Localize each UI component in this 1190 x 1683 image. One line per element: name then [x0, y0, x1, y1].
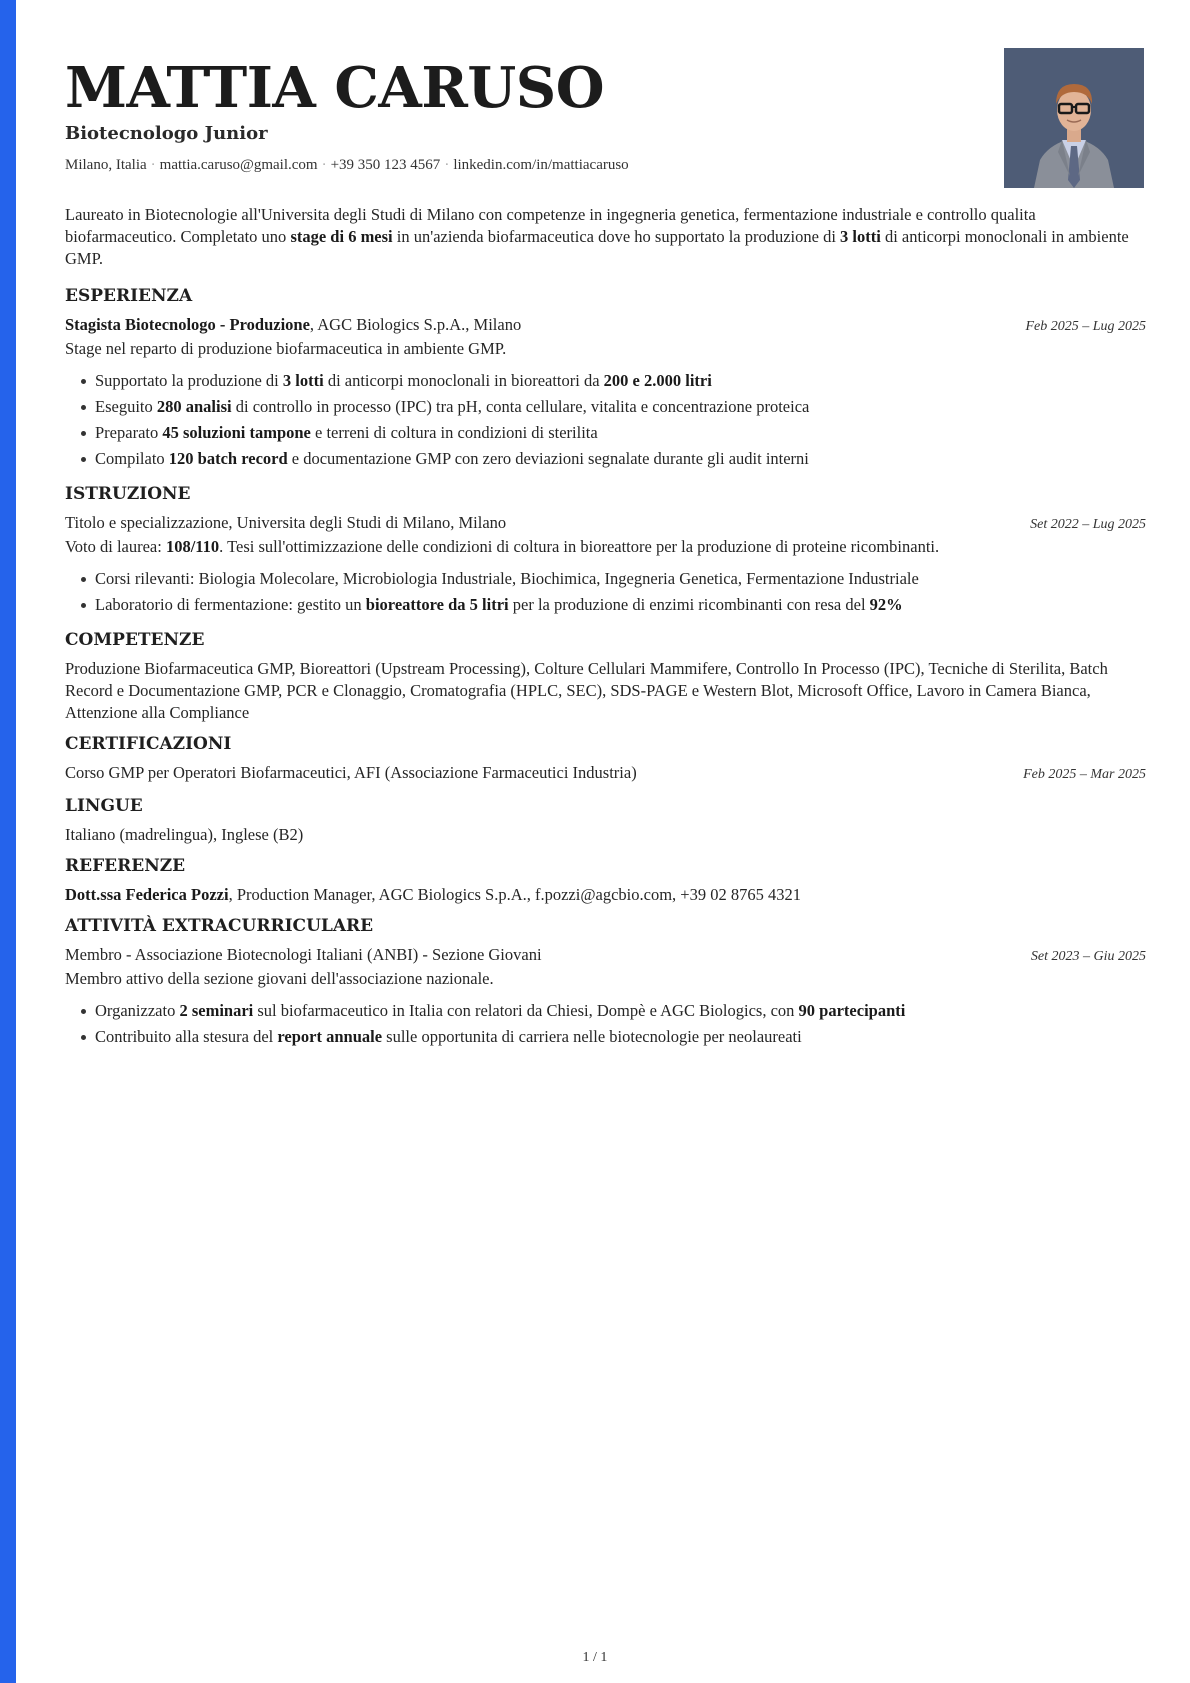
reference-name: Dott.ssa Federica Pozzi	[65, 885, 229, 904]
experience-entry-header	[65, 314, 1146, 338]
section-heading-certifications: CERTIFICAZIONI	[65, 734, 232, 754]
accent-bar	[0, 0, 16, 1683]
education-date: Set 2022 – Lug 2025	[1030, 517, 1146, 532]
section-heading-experience: ESPERIENZA	[65, 286, 193, 306]
list-item: Laboratorio di fermentazione: gestito un bioreattore da 5 litri per la produzione di enzimi ricombinanti con resa del 92%	[81, 592, 1146, 618]
list-item: Corsi rilevanti: Biologia Molecolare, Microbiologia Industriale, Biochimica, Ingegneria Genetica, Fermentazione Industriale	[81, 566, 1146, 592]
extracurricular-section	[65, 914, 1146, 1050]
skills-section	[65, 628, 1146, 724]
section-heading-extracurricular: ATTIVITÀ EXTRACURRICULARE	[65, 916, 374, 936]
skills-text: Produzione Biofarmaceutica GMP, Bioreattori (Upstream Processing), Colture Cellulari Mammifere, Controllo In Processo (IPC), Tecniche di Sterilita, Batch Record e Documentazione GMP, PCR e Clonaggio, Cromatografia (HPLC, SEC), SDS-PAGE e Western Blot, Microsoft Office, Lavoro in Camera Bianca, Attenzione alla Compliance	[65, 659, 1108, 722]
contact-line	[65, 155, 629, 175]
reference-details: , Production Manager, AGC Biologics S.p.A., f.pozzi@agcbio.com, +39 02 8765 4321	[228, 885, 801, 904]
experience-role-line	[65, 314, 521, 336]
role-title: Stagista Biotecnologo - Produzione	[65, 315, 310, 334]
person-portrait-icon	[1004, 48, 1144, 188]
grade: 108/110	[165, 537, 220, 556]
certifications-section	[65, 732, 1146, 786]
separator: ·	[321, 157, 327, 173]
summary-text: Laureato in Biotecnologie all'Universita degli Studi di Milano con competenze in ingegneria genetica, fermentazione industriale e controllo qualita biofarmaceutico. Completato uno	[65, 205, 1036, 246]
profile-photo	[1004, 48, 1144, 188]
education-title: Titolo e specializzazione, Universita degli Studi di Milano, Milano	[65, 513, 507, 532]
contact-linkedin[interactable]: linkedin.com/in/mattiacaruso	[453, 157, 629, 173]
job-title: Biotecnologo Junior	[65, 123, 268, 144]
references-section	[65, 854, 1146, 906]
summary	[65, 204, 1146, 270]
list-item: Supportato la produzione di 3 lotti di anticorpi monoclonali in bioreattori da 200 e 2.000 litri	[81, 368, 1146, 394]
experience-description: Stage nel reparto di produzione biofarmaceutica in ambiente GMP.	[65, 339, 507, 358]
section-heading-skills: COMPETENZE	[65, 630, 205, 650]
certification-entry	[65, 762, 1146, 786]
separator: ·	[150, 157, 156, 173]
summary-highlight: stage di 6 mesi	[290, 227, 393, 246]
page-number: 1 / 1	[582, 1650, 608, 1665]
extracurricular-entry-header	[65, 944, 1146, 968]
certification-text: Corso GMP per Operatori Biofarmaceutici, AFI (Associazione Farmaceutici Industria)	[65, 763, 637, 782]
list-item: Organizzato 2 seminari sul biofarmaceutico in Italia con relatori da Chiesi, Dompè e AGC Biologics, con 90 partecipanti	[81, 998, 1146, 1024]
education-entry-header	[65, 512, 1146, 536]
list-item: Compilato 120 batch record e documentazione GMP con zero deviazioni segnalate durante gli audit interni	[81, 446, 1146, 472]
languages-text: Italiano (madrelingua), Inglese (B2)	[65, 825, 304, 844]
candidate-name: MATTIA CARUSO	[65, 55, 604, 121]
extracurricular-bullets	[65, 998, 1146, 1050]
experience-section	[65, 284, 1146, 472]
summary-text: in un'azienda biofarmaceutica dove ho supportato la produzione di	[392, 227, 841, 246]
education-section	[65, 482, 1146, 618]
list-item: Eseguito 280 analisi di controllo in processo (IPC) tra pH, conta cellulare, vitalita e concentrazione proteica	[81, 394, 1146, 420]
extracurricular-description: Membro attivo della sezione giovani dell'associazione nazionale.	[65, 969, 494, 988]
languages-section	[65, 794, 1146, 846]
reference-entry	[65, 884, 1146, 906]
contact-location: Milano, Italia	[65, 157, 147, 173]
section-heading-languages: LINGUE	[65, 796, 143, 816]
experience-date: Feb 2025 – Lug 2025	[1025, 319, 1146, 334]
extracurricular-date: Set 2023 – Giu 2025	[1030, 949, 1146, 964]
education-bullets	[65, 566, 1146, 618]
contact-email[interactable]: mattia.caruso@gmail.com	[159, 157, 318, 173]
list-item: Preparato 45 soluzioni tampone e terreni di coltura in condizioni di sterilita	[81, 420, 1146, 446]
company: , AGC Biologics S.p.A., Milano	[309, 315, 522, 334]
education-details: Voto di laurea: 108/110. Tesi sull'ottimizzazione delle condizioni di coltura in bioreattore per la produzione di proteine ricombinanti.	[65, 537, 940, 556]
summary-highlight: 3 lotti	[840, 227, 881, 246]
list-item: Contribuito alla stesura del report annuale sulle opportunita di carriera nelle biotecnologie per neolaureati	[81, 1024, 1146, 1050]
certification-date: Feb 2025 – Mar 2025	[1023, 767, 1146, 782]
separator: ·	[444, 157, 450, 173]
extracurricular-title: Membro - Associazione Biotecnologi Italiani (ANBI) - Sezione Giovani	[65, 945, 542, 964]
section-heading-references: REFERENZE	[65, 856, 186, 876]
summary-text: di anticorpi monoclonali in ambiente GMP.	[65, 227, 1129, 268]
section-heading-education: ISTRUZIONE	[65, 484, 191, 504]
experience-bullets	[65, 368, 1146, 472]
contact-phone[interactable]: +39 350 123 4567	[330, 157, 441, 173]
resume-body	[65, 204, 1146, 1060]
